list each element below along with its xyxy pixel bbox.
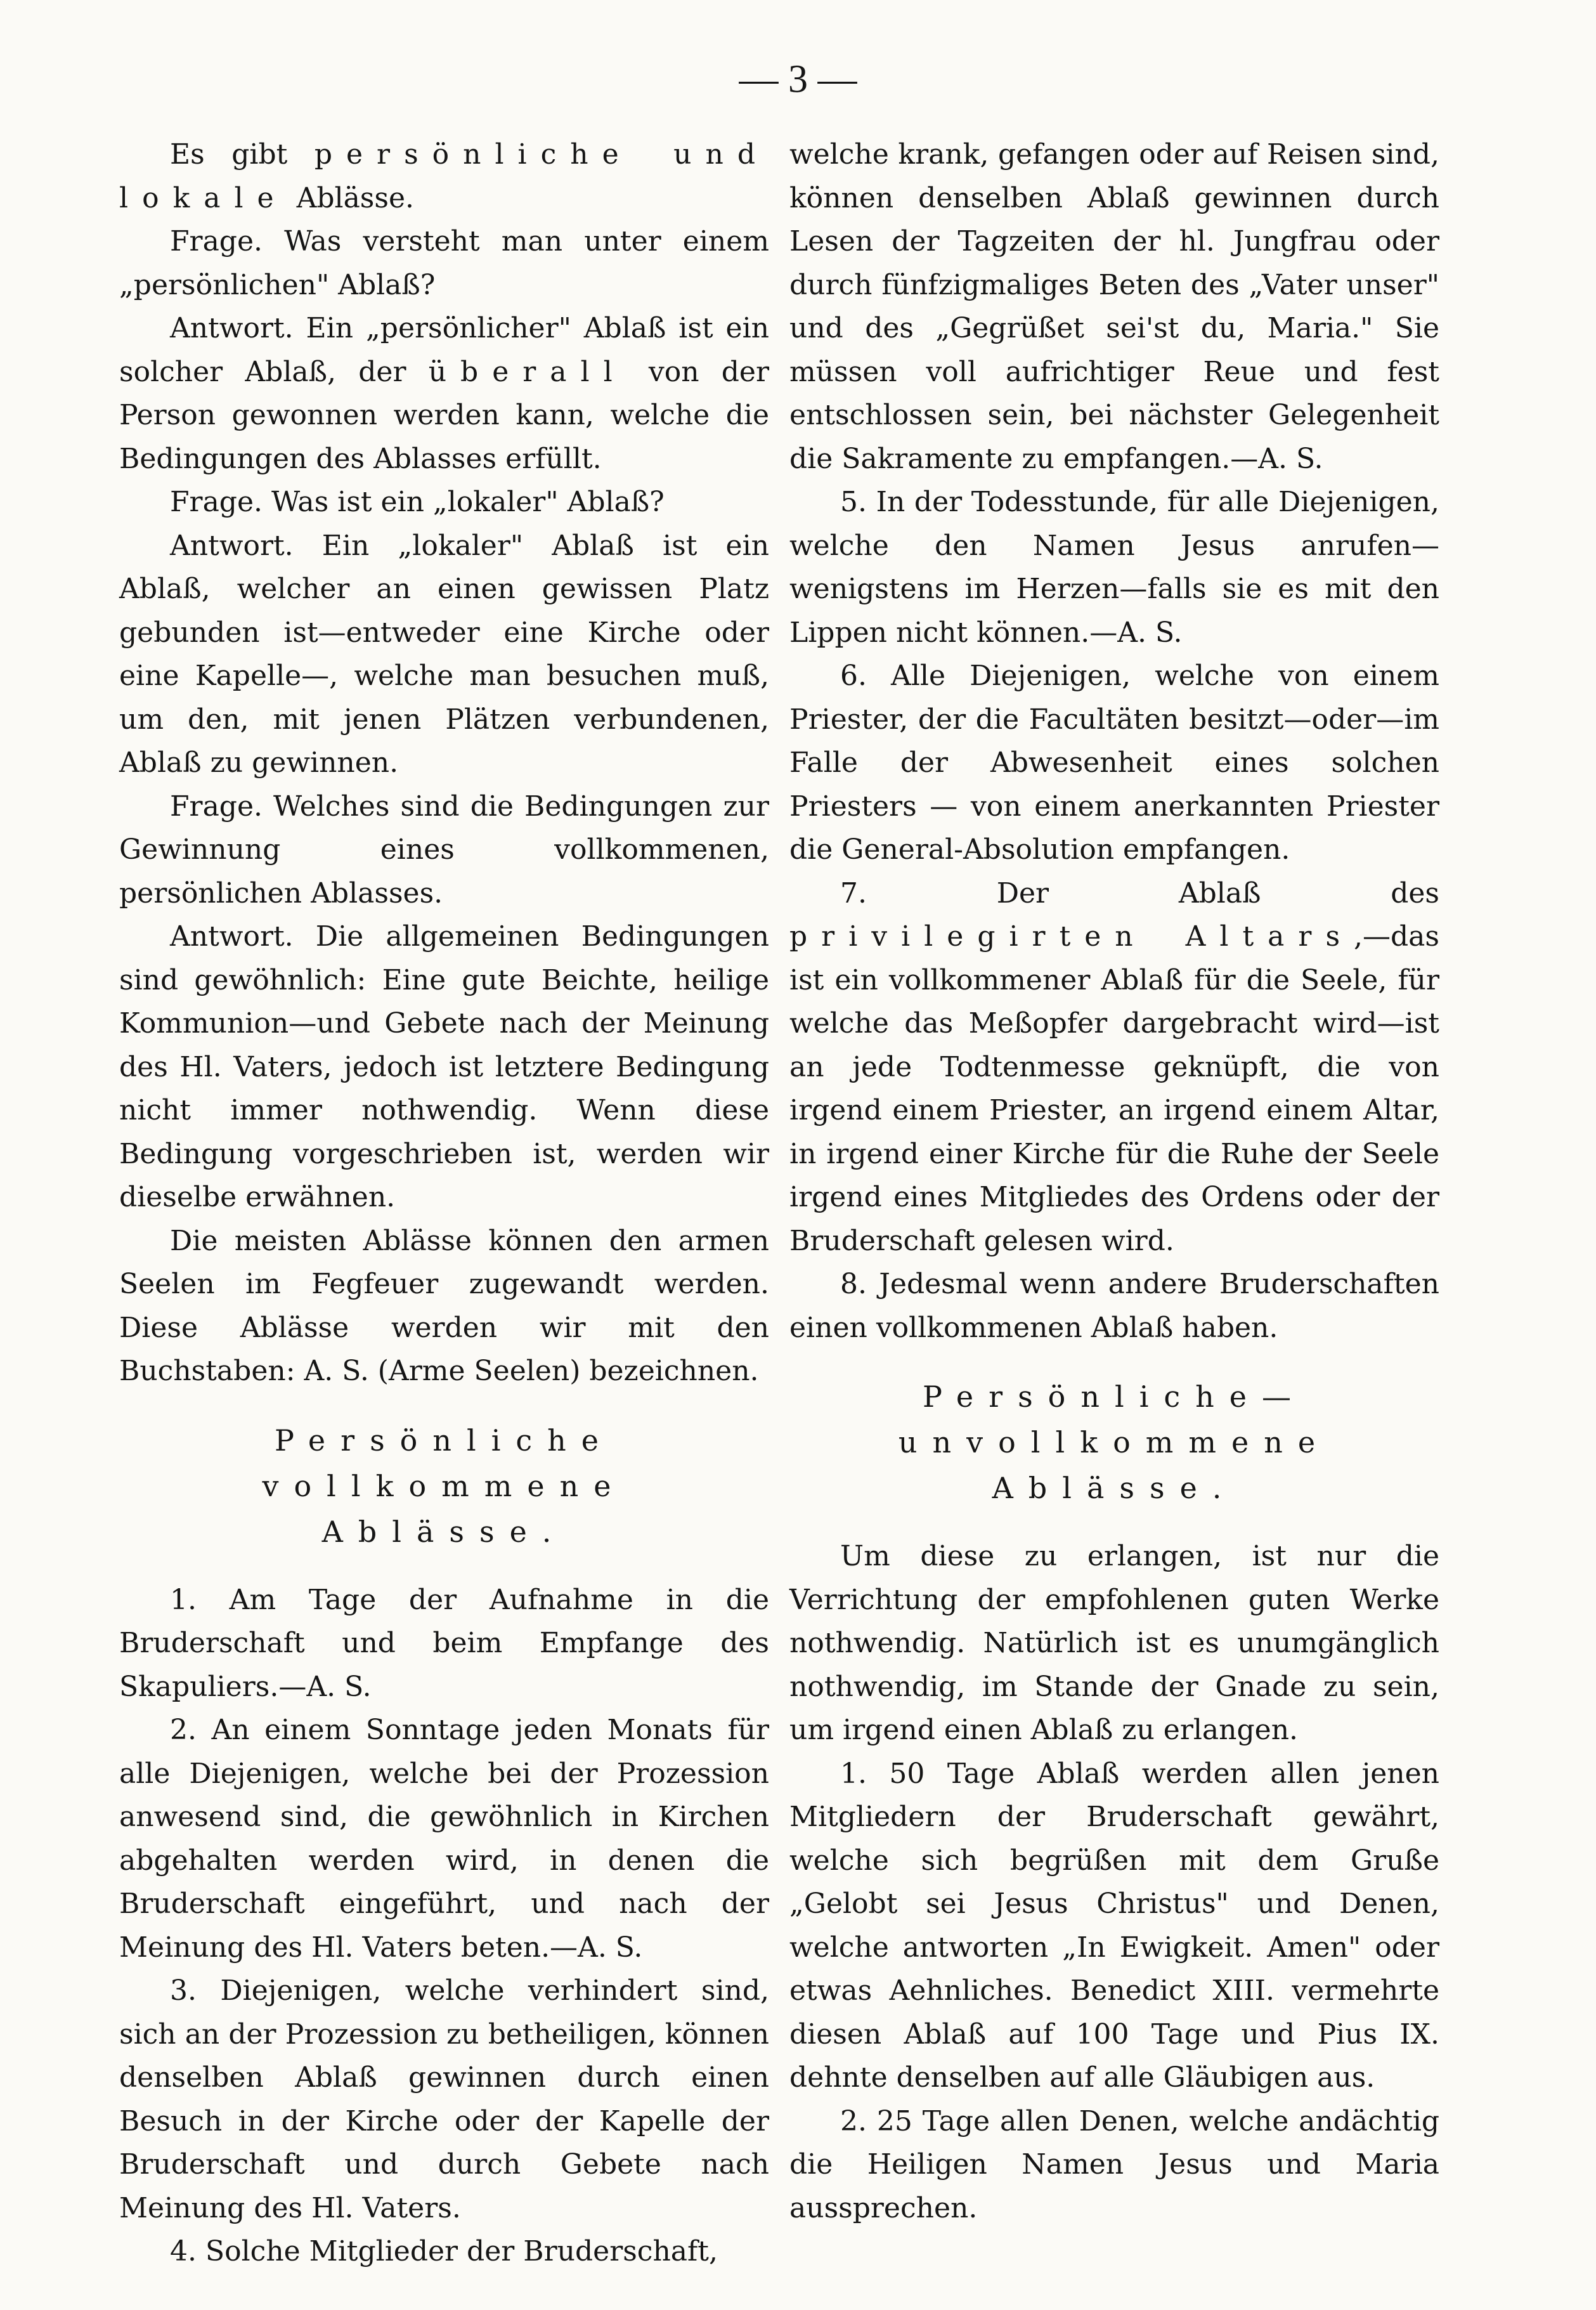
paragraph-souls: Die meisten Ablässe können den armen Seelen im Fegfeuer zugewandt werden. Diese Ablässe werden wir mit den Buchstaben: A. S. (Arme Seelen) bezeichnen. [119, 1224, 769, 1387]
page-number: — 3 — [739, 58, 857, 101]
list-item-2: 2. An einem Sonntage jeden Monats für alle Diejenigen, welche bei der Prozession anwesend sind, die gewöhnlich in Kirchen abgehalten werden wird, in denen die Bruderschaft eingeführt, und nach der Meinung des Hl. Vaters beten.—A. S. [119, 1714, 769, 1964]
list-item-3: 3. Diejenigen, welche verhindert sind, sich an der Prozession zu betheiligen, können denselben Ablaß gewinnen durch einen Besuch in der Kirche oder der Kapelle der Bruderschaft und durch Gebete nach Meinung des Hl. Vaters. [119, 1974, 769, 2224]
list-item-1: 1. Am Tage der Aufnahme in die Bruderschaft und beim Empfange des Skapuliers.—A. S. [119, 1583, 769, 1703]
list-item-6: 6. Alle Diejenigen, welche von einem Priester, der die Facultäten besitzt—oder—im Falle der Abwesenheit eines solchen Priesters — von einem anerkannten Priester die General-Absolution empfangen. [789, 660, 1439, 866]
question-local: Frage. Was ist ein „lokaler" Ablaß? [170, 486, 665, 518]
list-item-7: 7. Der Ablaß des privilegirten Altars,—das ist ein vollkommener Ablaß für die Seele, für welche das Meßopfer dargebracht wird—ist an jede Todtenmesse geknüpft, die von irgend einem Priester, an irgend einem Altar, in irgend einer Kirche für die Ruhe der Seele irgend eines Mitgliedes des Ordens oder der Bruderschaft gelesen wird. [789, 877, 1439, 1257]
list-item-8: 8. Jedesmal wenn andere Bruderschaften einen vollkommenen Ablaß haben. [789, 1268, 1439, 1344]
section-heading-incomplete: Persönliche—unvollkommene [898, 1380, 1331, 1459]
question-personal: Frage. Was versteht man unter einem „persönlichen" Ablaß? [119, 225, 769, 301]
answer-conditions: Antwort. Die allgemeinen Bedingungen sind gewöhnlich: Eine gute Beichte, heilige Kommunion—und Gebete nach der Meinung des Hl. Vaters, jedoch ist letztere Bedingung nicht immer nothwendig. Wenn diese Bedingung vorgeschrieben ist, werden wir dieselbe erwähnen. [119, 920, 769, 1213]
section-heading-incomplete-2: Ablässe. [992, 1471, 1237, 1505]
left-column [119, 133, 769, 2274]
right-column [789, 133, 1439, 2230]
list-item-4: 4. Solche Mitglieder der Bruderschaft, [170, 2235, 718, 2268]
answer-personal: Antwort. Ein „persönlicher" Ablaß ist ein solcher Ablaß, der überall von der Person gewonnen werden kann, welche die Bedingungen des Ablasses erfüllt. [119, 312, 770, 475]
question-conditions: Frage. Welches sind die Bedingungen zur Gewinnung eines vollkommenen, persönlichen Ablasses. [119, 790, 769, 910]
section-heading-complete: Persönliche vollkommene [262, 1423, 626, 1503]
intro-paragraph: Es gibt persönliche und lokale Ablässe. [119, 138, 769, 214]
answer-local: Antwort. Ein „lokaler" Ablaß ist ein Ablaß, welcher an einen gewissen Platz gebunden ist—entweder eine Kirche oder eine Kapelle—, welche man besuchen muß, um den, mit jenen Plätzen verbundenen, Ablaß zu gewinnen. [119, 529, 769, 779]
list-item-u1: 1. 50 Tage Ablaß werden allen jenen Mitgliedern der Bruderschaft gewährt, welche sich begrüßen mit dem Gruße „Gelobt sei Jesus Christus" und Denen, welche antworten „In Ewigkeit. Amen" oder etwas Aehnliches. Benedict XIII. vermehrte diesen Ablaß auf 100 Tage und Pius IX. dehnte denselben auf alle Gläubigen aus. [789, 1757, 1439, 2094]
paragraph-grace: Um diese zu erlangen, ist nur die Verrichtung der empfohlenen guten Werke nothwendig. Natürlich ist es unumgänglich nothwendig, im Stande der Gnade zu sein, um irgend einen Ablaß zu erlangen. [789, 1540, 1439, 1746]
section-heading-complete-2: Ablässe. [321, 1514, 567, 1549]
list-item-u2: 2. 25 Tage allen Denen, welche andächtig die Heiligen Namen Jesus und Maria aussprechen. [789, 2104, 1439, 2224]
list-item-5: 5. In der Todesstunde, für alle Diejenigen, welche den Namen Jesus anrufen—wenigstens im Herzen—falls sie es mit den Lippen nicht können.—A. S. [789, 486, 1439, 649]
continued-paragraph: welche krank, gefangen oder auf Reisen sind, können denselben Ablaß gewinnen durch Lesen der Tagzeiten der hl. Jungfrau oder durch fünfzigmaliges Beten des „Vater unser" und des „Gegrüßet sei'st du, Maria." Sie müssen voll aufrichtiger Reue und fest entschlossen sein, bei nächster Gelegenheit die Sakramente zu empfangen.—A. S. [789, 138, 1439, 475]
